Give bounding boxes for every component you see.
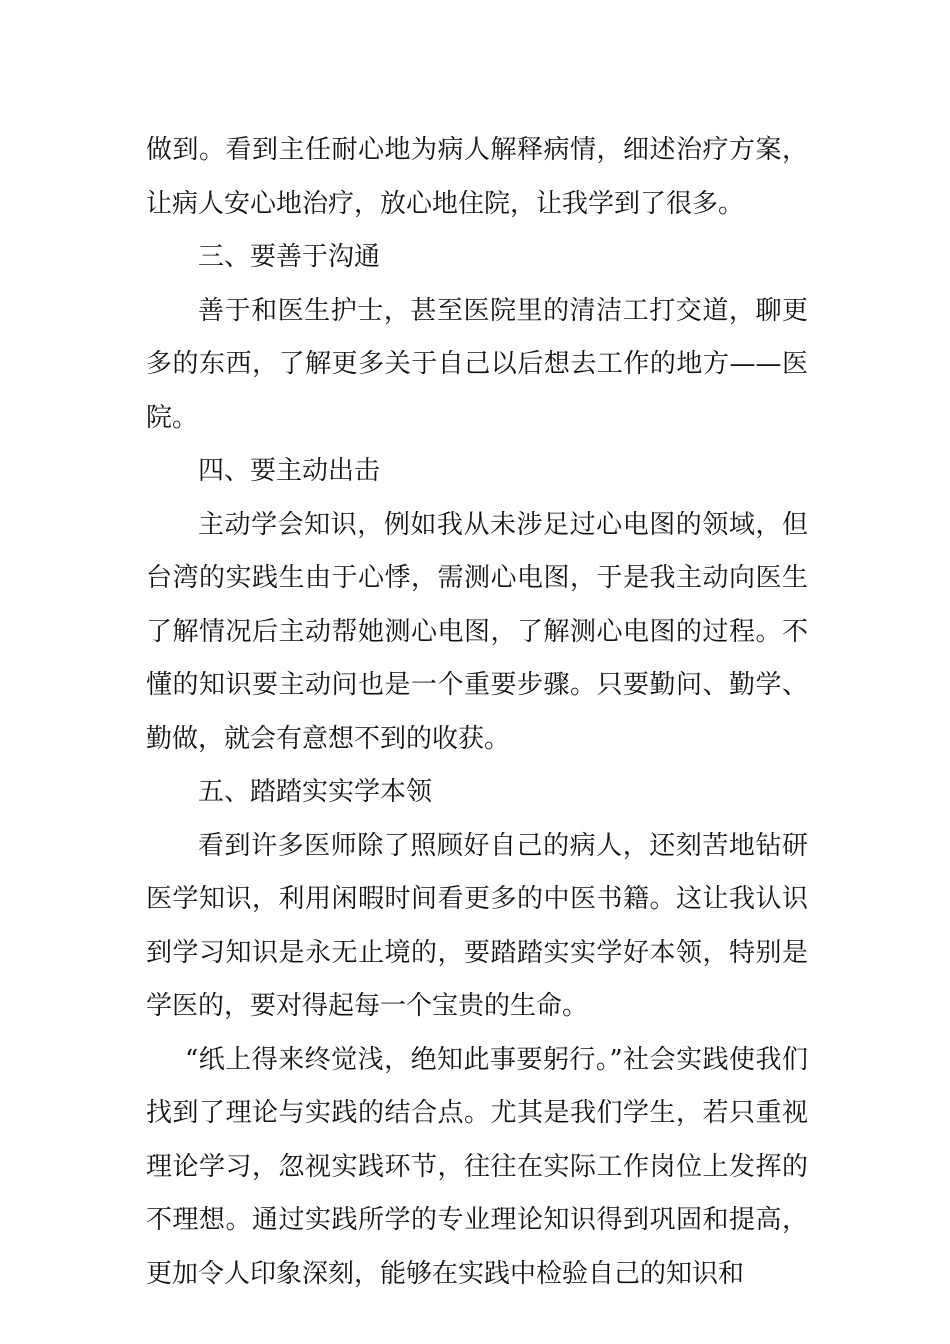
document-body	[146, 124, 808, 1301]
paragraph-initiative: 主动学会知识，例如我从未涉足过心电图的领域，但台湾的实践生由于心悸，需测心电图，于是我主动向医生了解情况后主动帮她测心电图，了解测心电图的过程。不懂的知识要主动问也是一个重要步骤。只要勤问、勤学、勤做，就会有意想不到的收获。	[146, 509, 808, 754]
section-heading-initiative: 四、要主动出击	[198, 456, 381, 486]
paragraph-skills: 看到许多医师除了照顾好自己的病人，还刻苦地钻研医学知识，利用闲暇时间看更多的中医书籍。这让我认识到学习知识是永无止境的，要踏踏实实学好本领，特别是学医的，要对得起每一个宝贵的生命。	[146, 830, 808, 1021]
paragraph-practice-quote: “纸上得来终觉浅，绝知此事要躬行。”社会实践使我们找到了理论与实践的结合点。尤其是我们学生，若只重视理论学习，忽视实践环节，往往在实际工作岗位上发挥的不理想。通过实践所学的专业理论知识得到巩固和提高，更加令人印象深刻，能够在实践中检验自己的知识和	[146, 1044, 808, 1289]
section-heading-skills: 五、踏踏实实学本领	[198, 777, 433, 807]
paragraph-continuation: 做到。看到主任耐心地为病人解释病情，细述治疗方案，让病人安心地治疗，放心地住院，让我学到了很多。	[146, 135, 808, 219]
paragraph-communication: 善于和医生护士，甚至医院里的清洁工打交道，聊更多的东西，了解更多关于自己以后想去工作的地方——医院。	[146, 295, 808, 433]
section-heading-communication: 三、要善于沟通	[198, 242, 381, 272]
